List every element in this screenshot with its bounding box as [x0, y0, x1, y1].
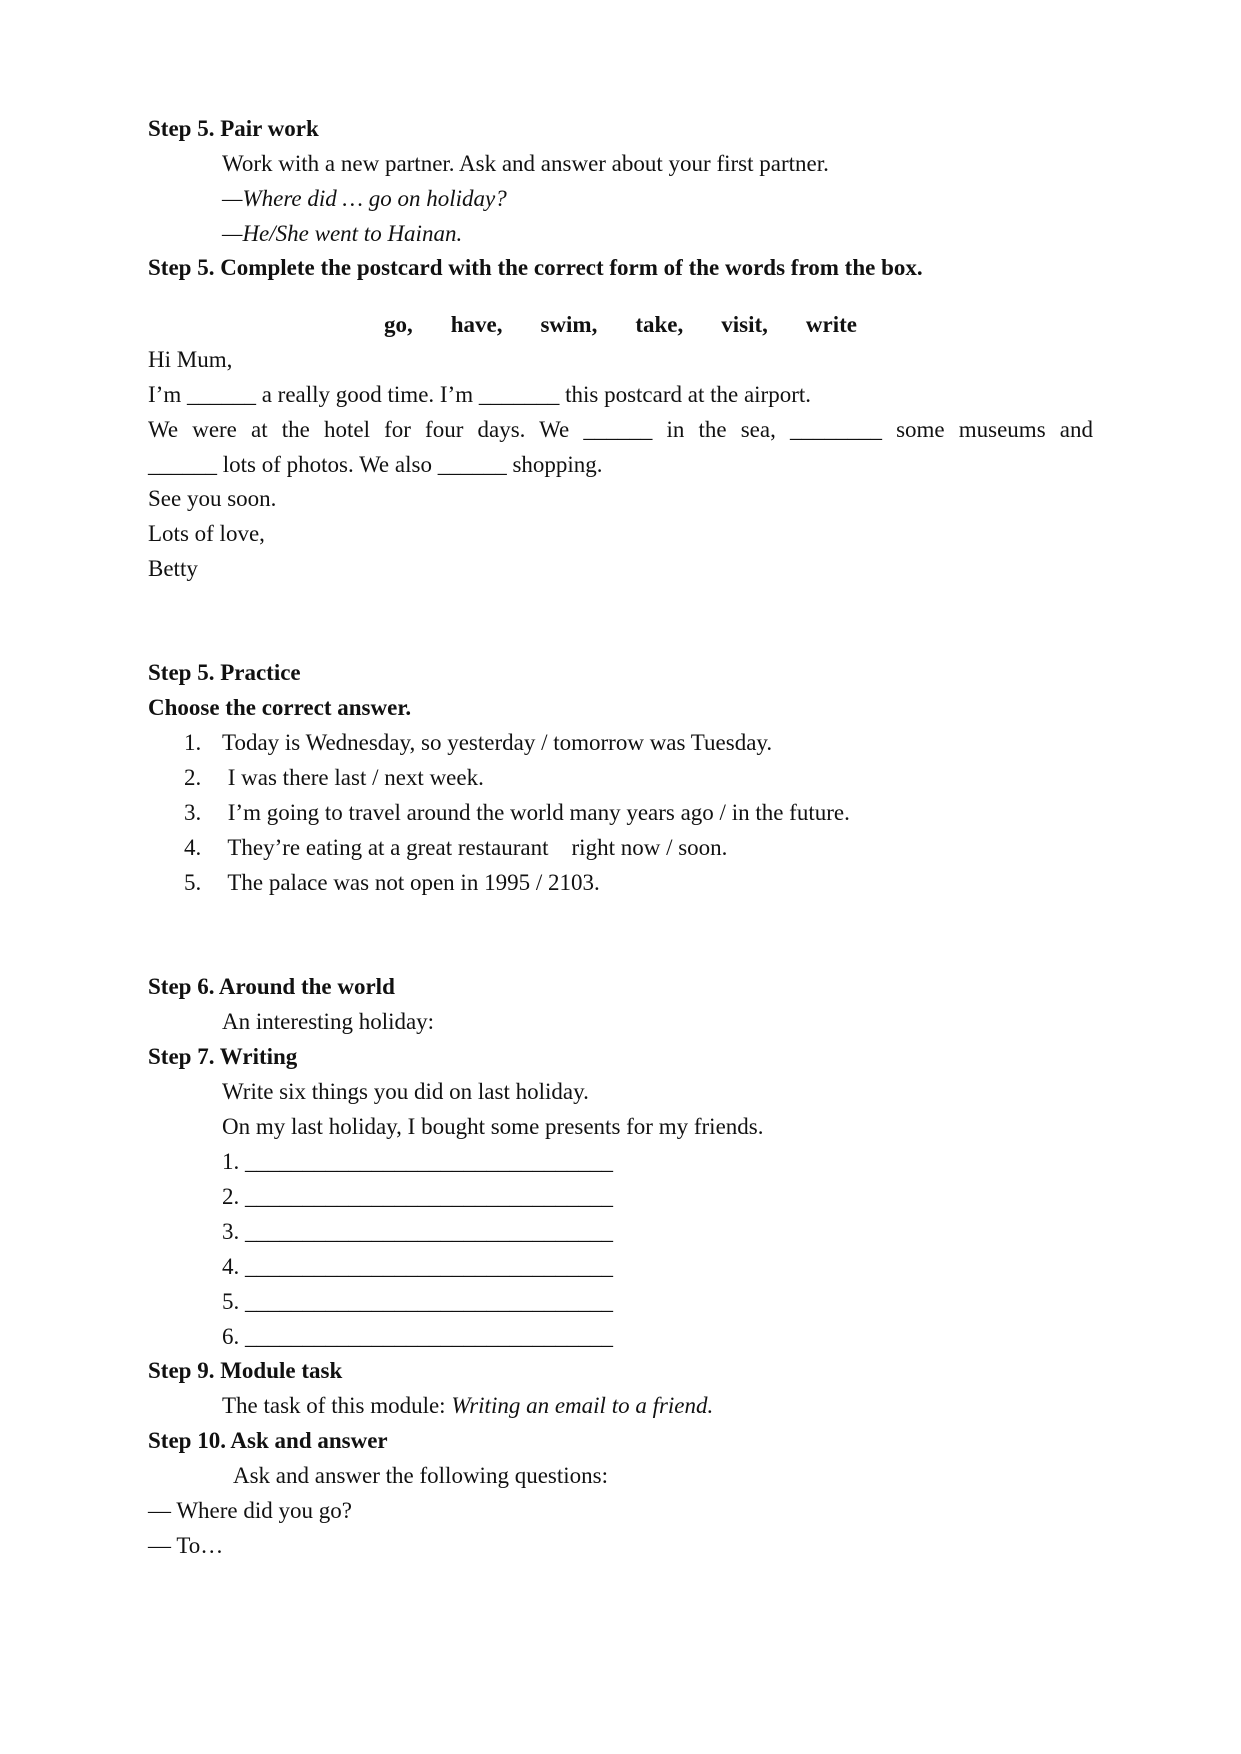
postcard-line: We were at the hotel for four days. We ______ in the sea, ________ some museums and	[148, 417, 1093, 442]
word-box-item: visit,	[721, 312, 768, 337]
step5-postcard-heading: Step 5. Complete the postcard with the correct form of the words from the box.	[148, 255, 923, 280]
practice-item-text: I’m going to travel around the world many years ago / in the future.	[222, 800, 850, 825]
word-box-item: have,	[450, 312, 503, 337]
step5-pair-answer: —He/She went to Hainan.	[222, 221, 463, 246]
practice-item-text: They’re eating at a great restaurant right now / soon.	[222, 835, 728, 860]
writing-blank-line: 4. ________________________________	[222, 1254, 613, 1279]
practice-item	[184, 796, 1129, 830]
practice-item	[184, 726, 1129, 760]
practice-item-number: 3.	[184, 800, 202, 825]
practice-item-number: 5.	[184, 870, 202, 895]
practice-item	[184, 831, 1129, 865]
word-box-item: take,	[635, 312, 684, 337]
postcard-line: Lots of love,	[148, 521, 265, 546]
practice-item-text: I was there last / next week.	[222, 765, 484, 790]
step10-heading: Step 10. Ask and answer	[148, 1428, 388, 1453]
practice-item-number: 1.	[184, 730, 202, 755]
writing-blank-line: 2. ________________________________	[222, 1184, 613, 1209]
step10-instruction: Ask and answer the following questions:	[233, 1463, 608, 1488]
practice-item-number: 2.	[184, 765, 202, 790]
postcard-line: See you soon.	[148, 486, 277, 511]
step10-question: — Where did you go?	[148, 1498, 352, 1523]
step5-pair-heading: Step 5. Pair work	[148, 116, 319, 141]
step6-text: An interesting holiday:	[222, 1009, 435, 1034]
step9-heading: Step 9. Module task	[148, 1358, 343, 1383]
practice-item-text: The palace was not open in 1995 / 2103.	[222, 870, 600, 895]
word-box-item: write	[805, 312, 857, 337]
word-box	[148, 308, 1093, 342]
step9-task-name: Writing an email to a friend.	[451, 1393, 714, 1418]
practice-item-number: 4.	[184, 835, 202, 860]
step9-task-prefix: The task of this module:	[222, 1393, 452, 1418]
word-box-item: go,	[383, 312, 413, 337]
writing-blank-line: 1. ________________________________	[222, 1149, 613, 1174]
practice-item	[184, 866, 1129, 900]
practice-item	[184, 761, 1129, 795]
postcard-line: I’m ______ a really good time. I’m _______ this postcard at the airport.	[148, 382, 812, 407]
step7-example: On my last holiday, I bought some presents for my friends.	[222, 1114, 764, 1139]
writing-blank-line: 6. ________________________________	[222, 1324, 613, 1349]
step5-pair-question: —Where did … go on holiday?	[222, 186, 507, 211]
step5-practice-subheading: Choose the correct answer.	[148, 695, 412, 720]
step10-answer: — To…	[148, 1533, 224, 1558]
step5-practice-heading: Step 5. Practice	[148, 660, 301, 685]
step7-heading: Step 7. Writing	[148, 1044, 298, 1069]
writing-blank-line: 3. ________________________________	[222, 1219, 613, 1244]
postcard-line: ______ lots of photos. We also ______ shopping.	[148, 452, 603, 477]
step9-task-line	[222, 1389, 1167, 1423]
postcard-line: Hi Mum,	[148, 347, 233, 372]
step7-instruction: Write six things you did on last holiday.	[222, 1079, 589, 1104]
writing-blank-line: 5. ________________________________	[222, 1289, 613, 1314]
step6-heading: Step 6. Around the world	[148, 974, 395, 999]
word-box-item: swim,	[540, 312, 598, 337]
practice-item-text: Today is Wednesday, so yesterday / tomorrow was Tuesday.	[222, 730, 773, 755]
step5-pair-instruction: Work with a new partner. Ask and answer about your first partner.	[222, 151, 829, 176]
postcard-line: Betty	[148, 556, 198, 581]
